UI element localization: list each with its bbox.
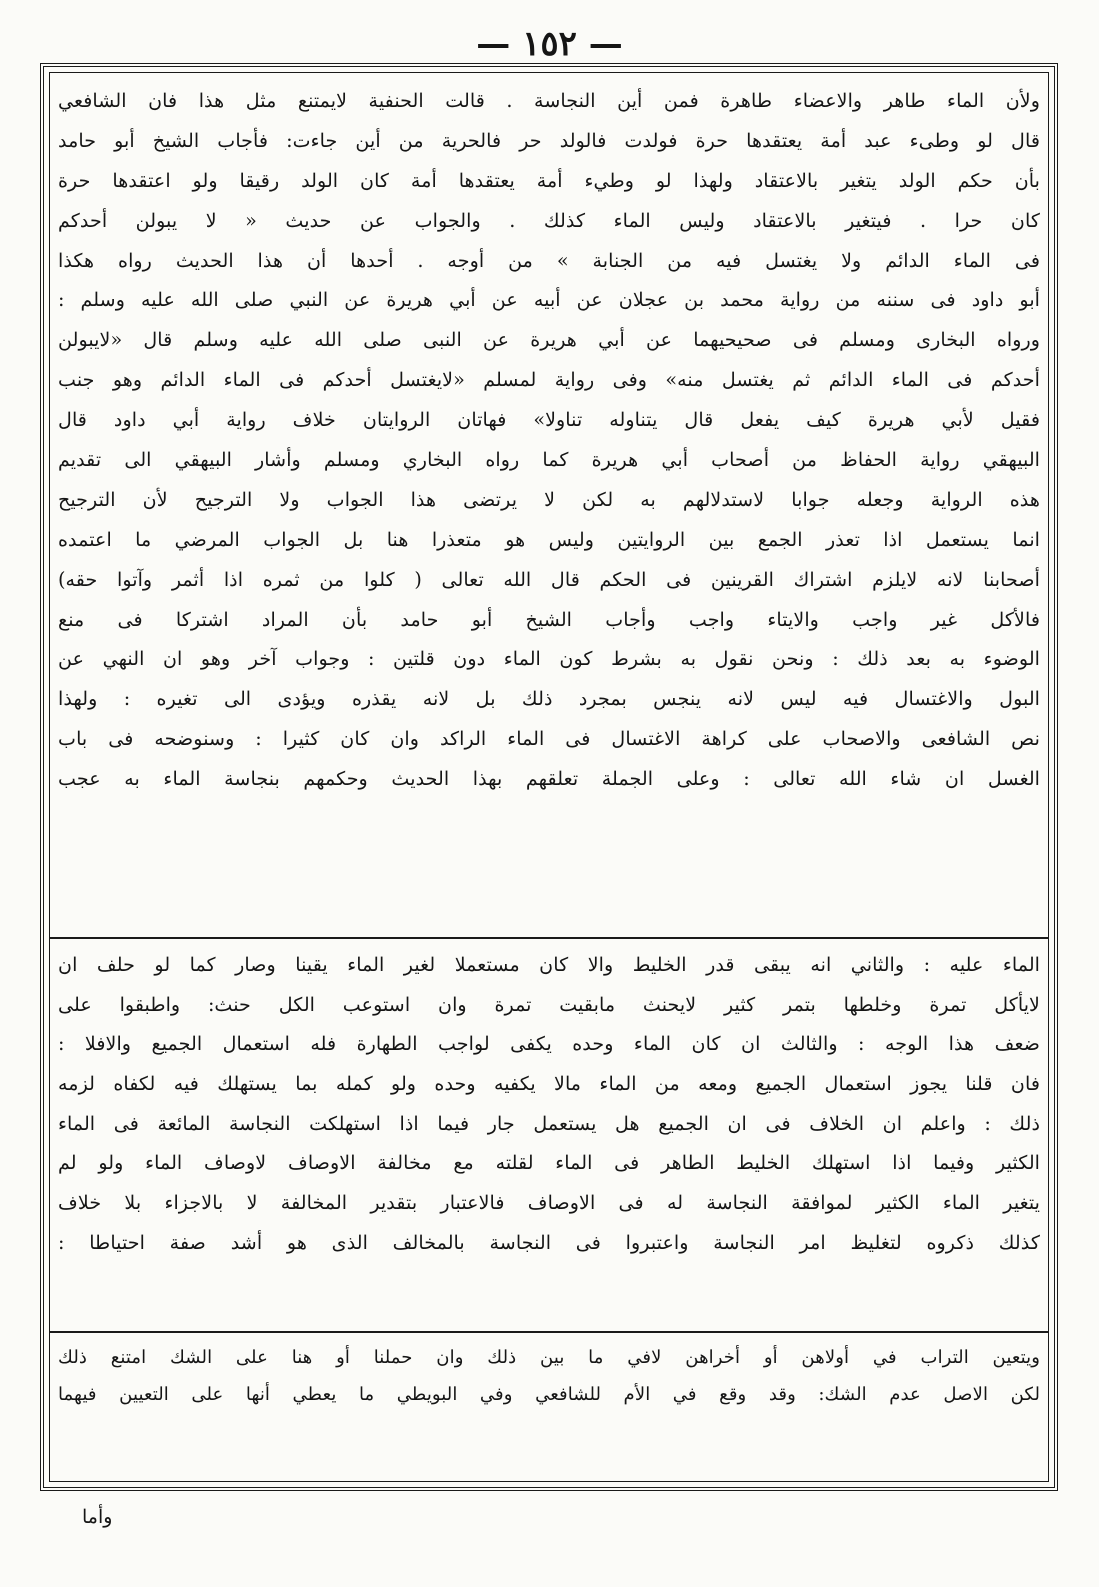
- notes-line: كذلك ذكروه لتغليظ امر النجاسة واعتبروا فى النجاسة بالمخالف الذى هو أشد صفة احتياطا :: [58, 1230, 1040, 1254]
- text-line: البيهقي رواية الحفاظ من أصحاب أبي هريرة كما رواه البخاري ومسلم وأشار البيهقي الى تقديم: [58, 448, 1040, 472]
- catchword: وأما: [82, 1506, 113, 1528]
- text-line: فقيل لأبي هريرة كيف يفعل قال يتناوله تناولا» فهاتان الروايتان خلاف رواية أبي داود قال: [58, 408, 1040, 432]
- notes-line: الكثير وفيما اذا استهلك الخليط الطاهر فى الماء لقلته مع مخالفة الاوصاف لاوصاف الماء ولو لم: [58, 1151, 1040, 1175]
- page-number: — ١٥٢ —: [476, 24, 623, 64]
- text-line: فالأكل غير واجب والايتاء واجب وأجاب الشيخ أبو حامد بأن المراد اشتركا فى منع: [58, 607, 1040, 631]
- notes-line: فان قلنا يجوز استعمال الجميع ومعه من الماء مالا يكفيه وحده ولو كمله بما يستهلك فيه لكفاه لزمه: [58, 1072, 1040, 1096]
- footnote-section: [58, 1339, 1040, 1459]
- section-divider: [49, 937, 1049, 939]
- page-frame: [40, 63, 1058, 1491]
- footnote-line: لكن الاصل عدم الشك: وقد وقع في الأم للشافعي وفي البويطي ما يعطي أنها على التعيين فيهما: [58, 1384, 1040, 1405]
- text-line: أحدكم فى الماء الدائم ثم يغتسل منه» وفى رواية لمسلم «لايغتسل أحدكم فى الماء الدائم وهو جنب: [58, 368, 1040, 392]
- text-line: البول والاغتسال فيه ليس لانه ينجس بمجرد ذلك بل لانه يقذره ويؤدى الى تغيره : ولهذا: [58, 687, 1040, 711]
- footnote-line: ويتعين التراب في أولاهن أو أخراهن لافي ما بين ذلك وان حملنا أو هنا على الشك امتنع ذلك: [58, 1347, 1040, 1368]
- footnote-divider: [49, 1331, 1049, 1333]
- text-line: ولأن الماء طاهر والاعضاء طاهرة فمن أين النجاسة . قالت الحنفية لايمتنع مثل هذا فان الشافعي: [58, 89, 1040, 112]
- text-line: قال لو وطىء عبد أمة يعتقدها حرة فولدت فالولد حر فالحرية من أين جاءت: فأجاب الشيخ أبو حامد: [58, 128, 1040, 152]
- text-line: الغسل ان شاء الله تعالى : وعلى الجملة تعلقهم بهذا الحديث وحكمهم بنجاسة الماء به عجب: [58, 767, 1040, 791]
- text-line: نص الشافعى والاصحاب على كراهة الاغتسال فى الماء الراكد وان كان كثيرا : وسنوضحه فى باب: [58, 727, 1040, 751]
- text-line: ورواه البخارى ومسلم فى صحيحيهما عن أبي هريرة عن النبى صلى الله عليه وسلم قال «لايبولن: [58, 328, 1040, 352]
- notes-line: ذلك : واعلم ان الخلاف فى ان الجميع هل يستعمل جار فيما اذا استهلكت النجاسة المائعة فى الماء: [58, 1111, 1040, 1135]
- text-line: بأن حكم الولد يتغير بالاعتقاد ولهذا لو وطيء أمة يعتقدها أمة كان الولد رقيقا ولو اعتقدها حرة: [58, 168, 1040, 192]
- notes-line: لايأكل تمرة وخلطها بتمر كثير لايحنث مابقيت تمرة وان استوعب الكل حنث: واطبقوا على: [58, 992, 1040, 1016]
- text-line: هذه الرواية وجعله جوابا لاستدلالهم به لكن لا يرتضى هذا الجواب ولا الترجيح لأن الترجيح: [58, 487, 1040, 511]
- notes-line: ضعف هذا الوجه : والثالث ان كان الماء وحده يكفى لواجب الطهارة فله استعمال الجميع والافلا :: [58, 1032, 1040, 1056]
- notes-line: يتغير الماء الكثير لموافقة النجاسة له فى الاوصاف فالاعتبار بتقدير المخالفة لا بالاجزاء بلا خلاف: [58, 1191, 1040, 1215]
- text-line: الوضوء به بعد ذلك : ونحن نقول به بشرط كون الماء دون قلتين : وجواب آخر وهو ان النهي عن: [58, 647, 1040, 671]
- text-line: أبو داود فى سننه من رواية محمد بن عجلان عن أبيه عن أبي هريرة عن النبي صلى الله عليه وسلم :: [58, 288, 1040, 312]
- text-line: انما يستعمل اذا تعذر الجمع بين الروايتين وليس هو متعذرا هنا بل الجواب المرضي ما اعتمده: [58, 527, 1040, 551]
- notes-section: [58, 945, 1040, 1325]
- text-line: كان حرا . فيتغير بالاعتقاد وليس الماء كذلك . والجواب عن حديث « لا يبولن أحدكم: [58, 208, 1040, 232]
- notes-line: الماء عليه : والثاني انه يبقى قدر الخليط والا كان مستعملا لغير الماء يقينا وصار كما لو حلف ان: [58, 953, 1040, 976]
- main-text-section: [58, 81, 1040, 937]
- text-line: أصحابنا لانه لايلزم اشتراك القرينين فى الحكم قال الله تعالى ( كلوا من ثمره اذا أثمر وآتوا حقه): [58, 567, 1040, 591]
- text-line: فى الماء الدائم ولا يغتسل فيه من الجنابة » من أوجه . أحدها أن هذا الحديث رواه هكذا: [58, 248, 1040, 272]
